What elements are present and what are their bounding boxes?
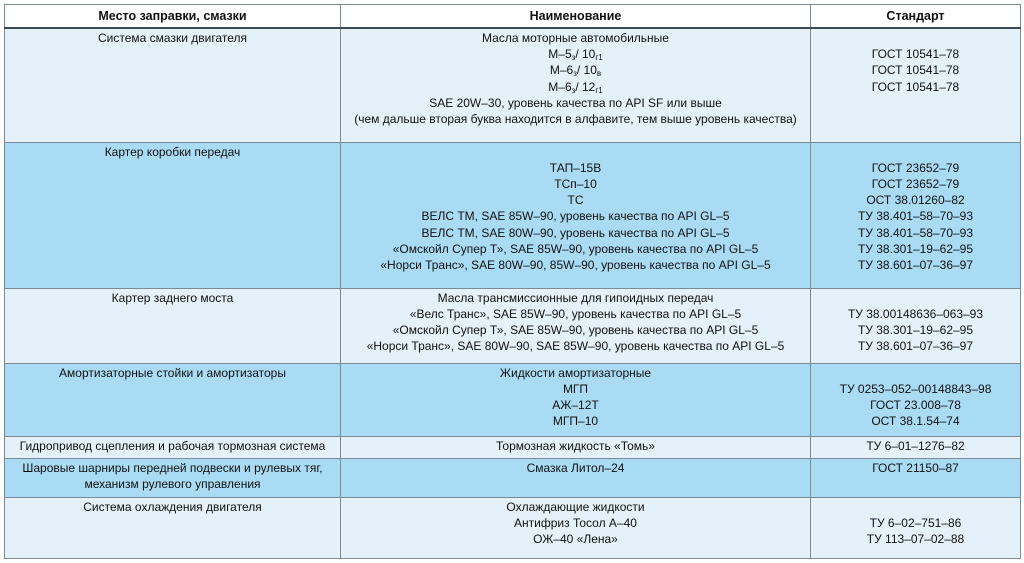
table-row — [5, 363, 1021, 436]
name-line: «Норси Транс», SAE 80W–90, 85W–90, уровень качества по API GL–5 — [380, 257, 771, 272]
header-name: Наименование — [341, 5, 811, 29]
name-line: ТС — [567, 193, 584, 208]
name-line: МГП–10 — [552, 414, 599, 429]
header-place: Место заправки, смазки — [5, 5, 341, 29]
standard-cell — [811, 28, 1021, 142]
standard-line: ГОСТ 10541–78 — [871, 63, 960, 78]
name-line: Тормозная жидкость «Томь» — [496, 438, 655, 453]
standard-line: ГОСТ 23652–79 — [871, 160, 960, 175]
name-line: Масла трансмиссионные для гипоидных передач — [437, 290, 714, 305]
place-cell: Картер заднего моста — [5, 288, 341, 363]
standard-line: ГОСТ 23652–79 — [871, 176, 960, 191]
standard-line: ТУ 38.601–07–36–97 — [857, 257, 974, 272]
name-line: «Норси Транс», SAE 80W–90, SAE 85W–90, уровень качества по API GL–5 — [366, 339, 785, 354]
standard-line: ОСТ 38.1.54–74 — [871, 414, 960, 429]
standard-line: ТУ 38.601–07–36–97 — [857, 339, 974, 354]
name-cell — [341, 288, 811, 363]
name-line: Смазка Литол–24 — [526, 460, 625, 475]
name-line: ОЖ–40 «Лена» — [533, 531, 618, 546]
standard-line: ТУ 0253–052–00148843–98 — [839, 381, 992, 396]
name-line: «Омскойл Супер Т», SAE 85W–90, уровень качества по API GL–5 — [392, 241, 759, 256]
standard-line: ТУ 38.401–58–70–93 — [857, 209, 974, 224]
name-line: $М-6_з/$ $12_{г1}$ — [548, 79, 603, 95]
name-cell — [341, 363, 811, 436]
name-cell — [341, 142, 811, 288]
name-line: ТСп–10 — [554, 176, 597, 191]
name-line: Антифриз Тосол А–40 — [514, 515, 637, 530]
place-cell: Картер коробки передач — [5, 142, 341, 288]
place-cell: Система смазки двигателя — [5, 28, 341, 142]
standard-line: ТУ 6–02–751–86 — [869, 515, 962, 530]
standard-cell — [811, 142, 1021, 288]
name-cell — [341, 497, 811, 559]
standard-cell — [811, 288, 1021, 363]
header-standard: Стандарт — [811, 5, 1021, 29]
name-line: Масла моторные автомобильные — [482, 31, 669, 45]
standard-line: ГОСТ 23.008–78 — [870, 397, 961, 412]
standard-line: ГОСТ 10541–78 — [871, 47, 960, 62]
table-row — [5, 28, 1021, 142]
place-cell: Система охлаждения двигателя — [5, 497, 341, 559]
place-cell: Гидропривод сцепления и рабочая тормозная система — [5, 436, 341, 458]
table-row — [5, 142, 1021, 288]
name-line: $М-6_з/$ $10_в$ — [549, 63, 602, 79]
name-line: ВЕЛС ТМ, SAE 80W–90, уровень качества по API GL–5 — [421, 225, 730, 240]
standard-line: ГОСТ 10541–78 — [871, 79, 960, 94]
standard-line: ТУ 38.401–58–70–93 — [857, 225, 974, 240]
standard-line: ТУ 6–01–1276–82 — [866, 438, 965, 453]
name-line: ВЕЛС ТМ, SAE 85W–90, уровень качества по API GL–5 — [421, 209, 730, 224]
standard-cell — [811, 458, 1021, 497]
table-header-row — [5, 5, 1021, 29]
name-line: (чем дальше вторая буква находится в алфавите, тем выше уровень качества) — [354, 112, 797, 127]
name-line: МГП — [562, 381, 589, 396]
standard-line: ТУ 38.00148636–063–93 — [847, 306, 984, 321]
table-row — [5, 288, 1021, 363]
standard-cell — [811, 497, 1021, 559]
name-cell — [341, 28, 811, 142]
standard-line: ТУ 113–07–02–88 — [866, 531, 965, 546]
place-cell: Шаровые шарниры передней подвески и рулевых тяг, механизм рулевого управления — [5, 458, 341, 497]
standard-line: ТУ 38.301–19–62–95 — [857, 241, 974, 256]
name-line: «Омскойл Супер Т», SAE 85W–90, уровень качества по API GL–5 — [392, 322, 759, 337]
name-line: Охлаждающие жидкости — [506, 499, 645, 514]
name-cell — [341, 458, 811, 497]
name-line: АЖ–12Т — [552, 397, 599, 412]
name-line: SAE 20W–30, уровень качества по API SF или выше — [429, 95, 722, 110]
standard-cell — [811, 436, 1021, 458]
place-cell: Амортизаторные стойки и амортизаторы — [5, 363, 341, 436]
standard-line: ГОСТ 21150–87 — [872, 460, 959, 475]
standard-line: ОСТ 38.01260–82 — [866, 193, 965, 208]
name-line: ТАП–15В — [549, 160, 602, 175]
name-line: Жидкости амортизаторные — [499, 365, 652, 380]
standard-line: ТУ 38.301–19–62–95 — [857, 322, 974, 337]
name-cell — [341, 436, 811, 458]
standard-cell — [811, 363, 1021, 436]
table-row — [5, 497, 1021, 559]
lubricants-table — [4, 4, 1021, 559]
name-line: «Велс Транс», SAE 85W–90, уровень качества по API GL–5 — [409, 306, 742, 321]
name-line: $М-5_з/$ $10_{г1}$ — [548, 47, 603, 63]
table-row — [5, 458, 1021, 497]
table-row — [5, 436, 1021, 458]
